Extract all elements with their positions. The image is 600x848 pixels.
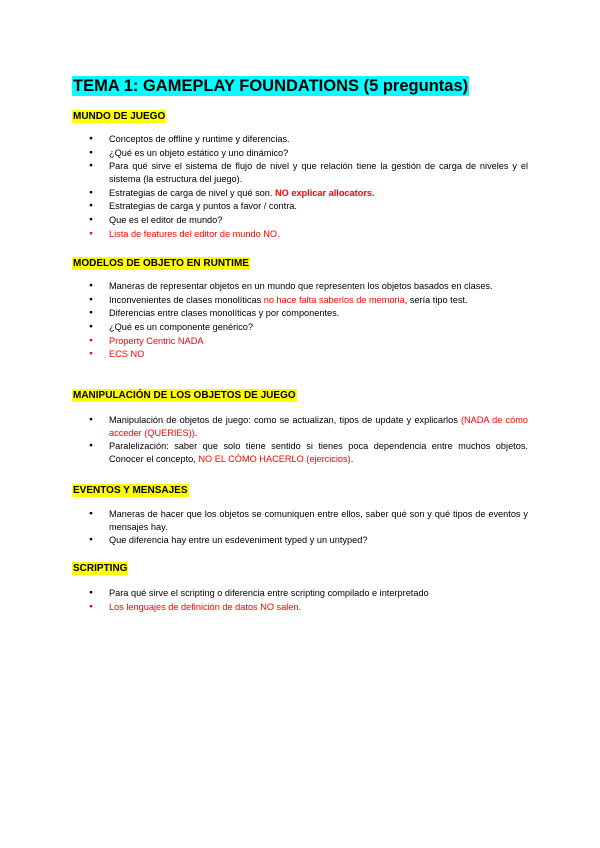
list-item: ● Para qué sirve el sistema de flujo de nivel y que relación tiene la gestión de carga de niveles y el sistema (la estructura del juego). (90, 160, 528, 185)
list-item: ● Que diferencia hay entre un esdeveniment typed y un untyped? (90, 534, 528, 547)
section-heading-eventos: EVENTOS Y MENSAJES (73, 485, 188, 496)
emphasis-note: NO EL CÓMO HACERLO (ejercicios) (198, 453, 351, 464)
section-heading-modelos-de-objeto: MODELOS DE OBJETO EN RUNTIME (73, 258, 249, 269)
list-item: ● Inconvenientes de clases monolíticas no hace falta saberlos de memoria, sería tipo test. (90, 294, 528, 307)
list-item: ● Estrategias de carga y puntos a favor / contra. (90, 200, 528, 213)
list-item: ● ECS NO (90, 348, 528, 361)
section-heading-manipulacion: MANIPULACIÓN DE LOS OBJETOS DE JUEGO (73, 390, 296, 401)
section-list-mundo-de-juego (90, 133, 528, 241)
section-list-scripting (90, 587, 528, 614)
list-item: ● Que es el editor de mundo? (90, 214, 528, 227)
list-item: ● Maneras de representar objetos en un mundo que representen los objetos basados en clases. (90, 280, 528, 293)
section-list-eventos (90, 508, 528, 548)
section-heading-mundo-de-juego: MUNDO DE JUEGO (73, 111, 166, 122)
list-item: ● Estrategias de carga de nivel y qué son. NO explicar allocators. (90, 187, 528, 200)
emphasis-note: NO explicar allocators. (275, 187, 375, 198)
emphasis-note: no hace falta saberlos de memoria (263, 294, 405, 305)
list-item: ● ¿Qué es un componente genérico? (90, 321, 528, 334)
section-heading-scripting: SCRIPTING (73, 563, 128, 574)
list-item: ● Conceptos de offline y runtime y diferencias. (90, 133, 528, 146)
list-item: ● Los lenguajes de definición de datos NO salen. (90, 601, 528, 614)
list-item: ● Paralelización: saber que solo tiene sentido si tienes poca dependencia entre muchos objetos. Conocer el concepto, NO EL CÓMO HACERLO (ejercicios). (90, 440, 528, 465)
list-item: ● Lista de features del editor de mundo NO. (90, 228, 528, 241)
list-item: ● Manipulación de objetos de juego: como se actualizan, tipos de update y explicarlos (NADA de cómo acceder (QUERIES)). (90, 414, 528, 439)
section-list-modelos-de-objeto (90, 280, 528, 362)
list-item: ● Diferencias entre clases monolíticas y por componentes. (90, 307, 528, 320)
document-title: TEMA 1: GAMEPLAY FOUNDATIONS (5 preguntas) (73, 77, 469, 95)
emphasis-note: (NADA de cómo acceder (QUERIES)) (109, 415, 528, 438)
list-item: ● Para qué sirve el scripting o diferencia entre scripting compilado e interpretado (90, 587, 528, 600)
section-list-manipulacion (90, 414, 528, 466)
list-item: ● Maneras de hacer que los objetos se comuniquen entre ellos, saber qué son y qué tipos de eventos y mensajes hay. (90, 508, 528, 533)
list-item: ● Property Centric NADA (90, 335, 528, 348)
list-item: ● ¿Qué es un objeto estático y uno dinámico? (90, 147, 528, 160)
